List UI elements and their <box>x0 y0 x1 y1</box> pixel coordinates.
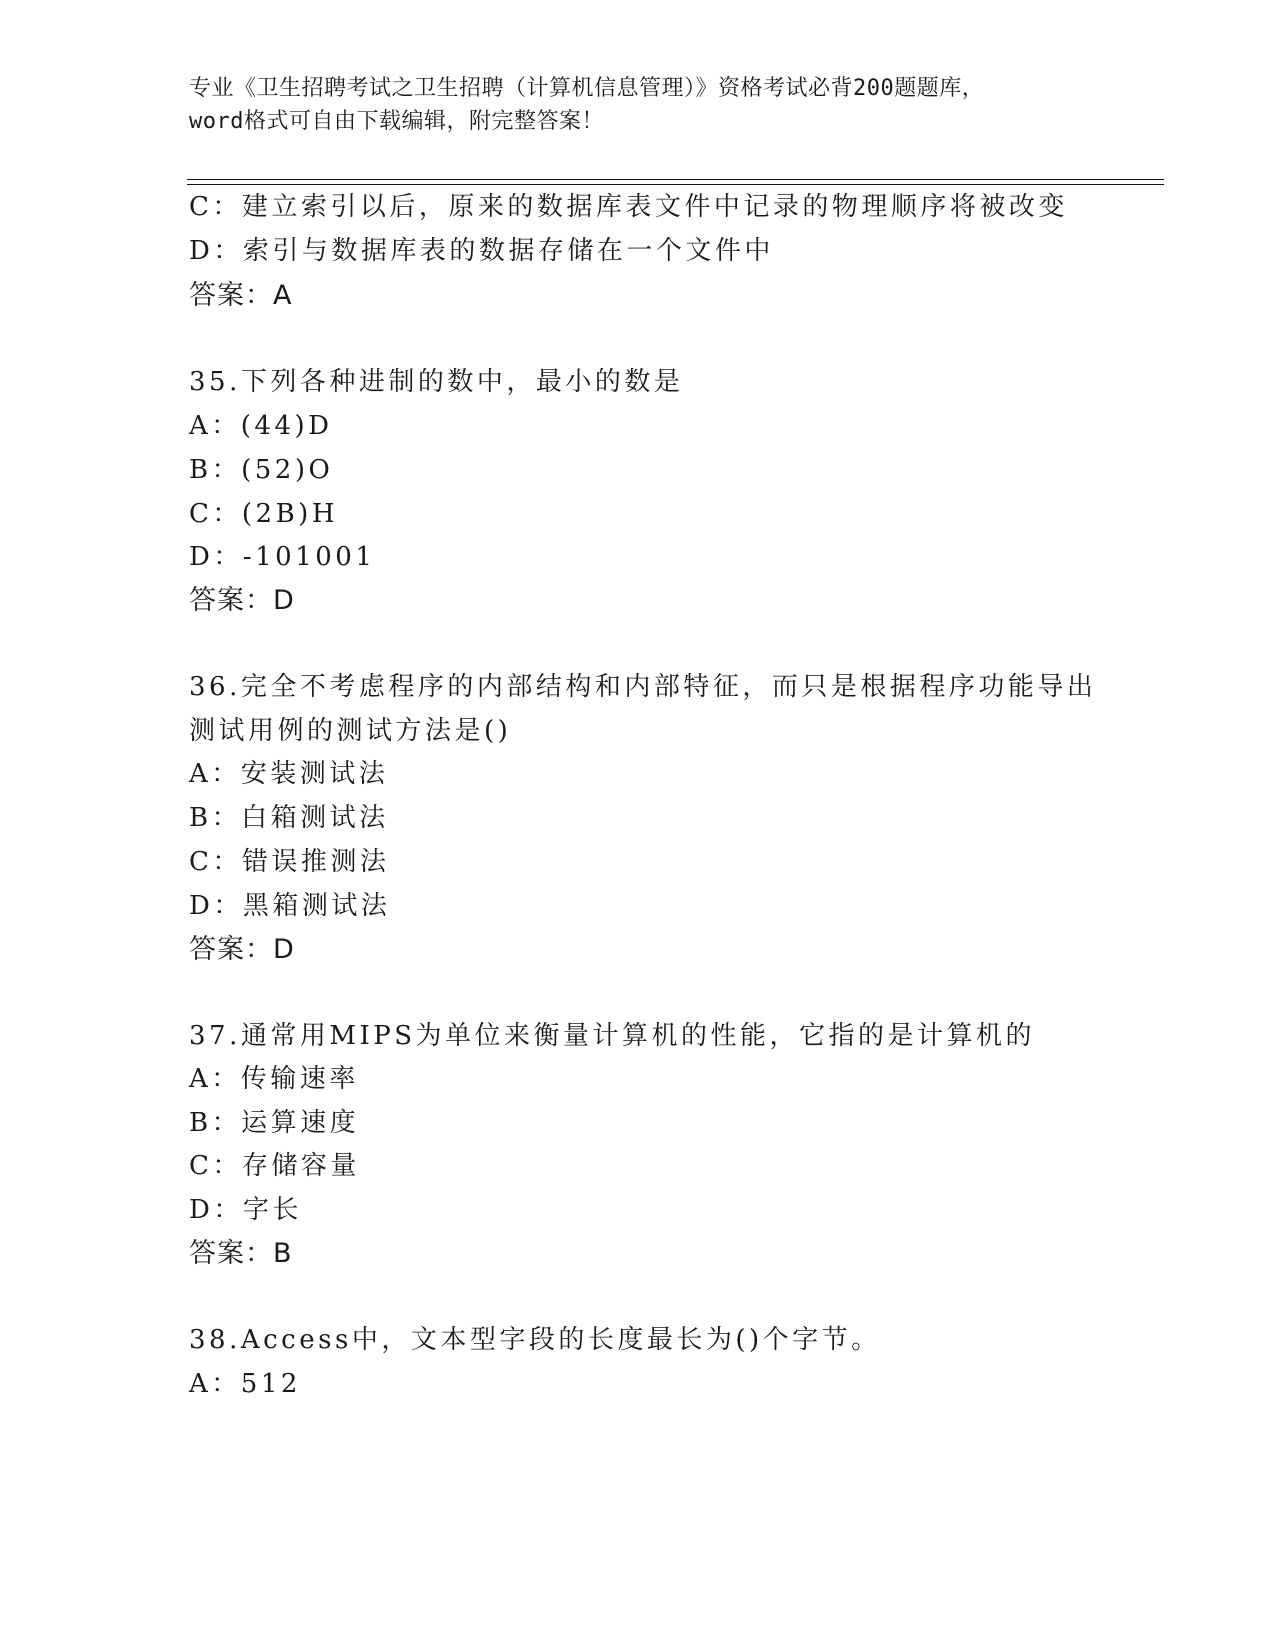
answer: 答案：D <box>189 585 295 616</box>
header-divider-bottom <box>187 184 1164 185</box>
answer: 答案：A <box>189 280 293 311</box>
option-d: D：字长 <box>189 1195 302 1225</box>
header-title-line-1: 专业《卫生招聘考试之卫生招聘（计算机信息管理）》资格考试必背200题题库， <box>189 76 985 101</box>
document-header <box>189 72 1089 138</box>
option-a: A：传输速率 <box>189 1064 359 1094</box>
option-c: C：错误推测法 <box>189 847 390 877</box>
option-c: C：存储容量 <box>189 1151 360 1181</box>
option-b: B：运算速度 <box>189 1108 360 1138</box>
option-c: C：建立索引以后，原来的数据库表文件中记录的物理顺序将被改变 <box>189 192 1068 222</box>
option-d: D：索引与数据库表的数据存储在一个文件中 <box>189 236 774 266</box>
option-b: B：(52)O <box>189 455 334 485</box>
header-title-line-2: word格式可自由下载编辑，附完整答案！ <box>189 109 604 134</box>
option-c: C：(2B)H <box>189 499 339 529</box>
option-d: D：黑箱测试法 <box>189 891 391 921</box>
question-stem: 37.通常用MIPS为单位来衡量计算机的性能，它指的是计算机的 <box>189 1021 1036 1051</box>
question-stem: 36.完全不考虑程序的内部结构和内部特征，而只是根据程序功能导出 <box>189 672 1097 702</box>
option-b: B：白箱测试法 <box>189 803 389 833</box>
question-stem: 35.下列各种进制的数中，最小的数是 <box>189 367 684 397</box>
question-stem-continued: 测试用例的测试方法是() <box>189 716 512 746</box>
option-a: A：(44)D <box>189 411 333 441</box>
option-d: D：-101001 <box>189 542 376 572</box>
option-a: A：512 <box>189 1369 301 1399</box>
header-divider-top <box>187 179 1164 180</box>
option-a: A：安装测试法 <box>189 759 389 789</box>
answer: 答案：B <box>189 1238 293 1269</box>
question-stem: 38.Access中，文本型字段的长度最长为()个字节。 <box>189 1325 881 1355</box>
answer: 答案：D <box>189 934 295 965</box>
